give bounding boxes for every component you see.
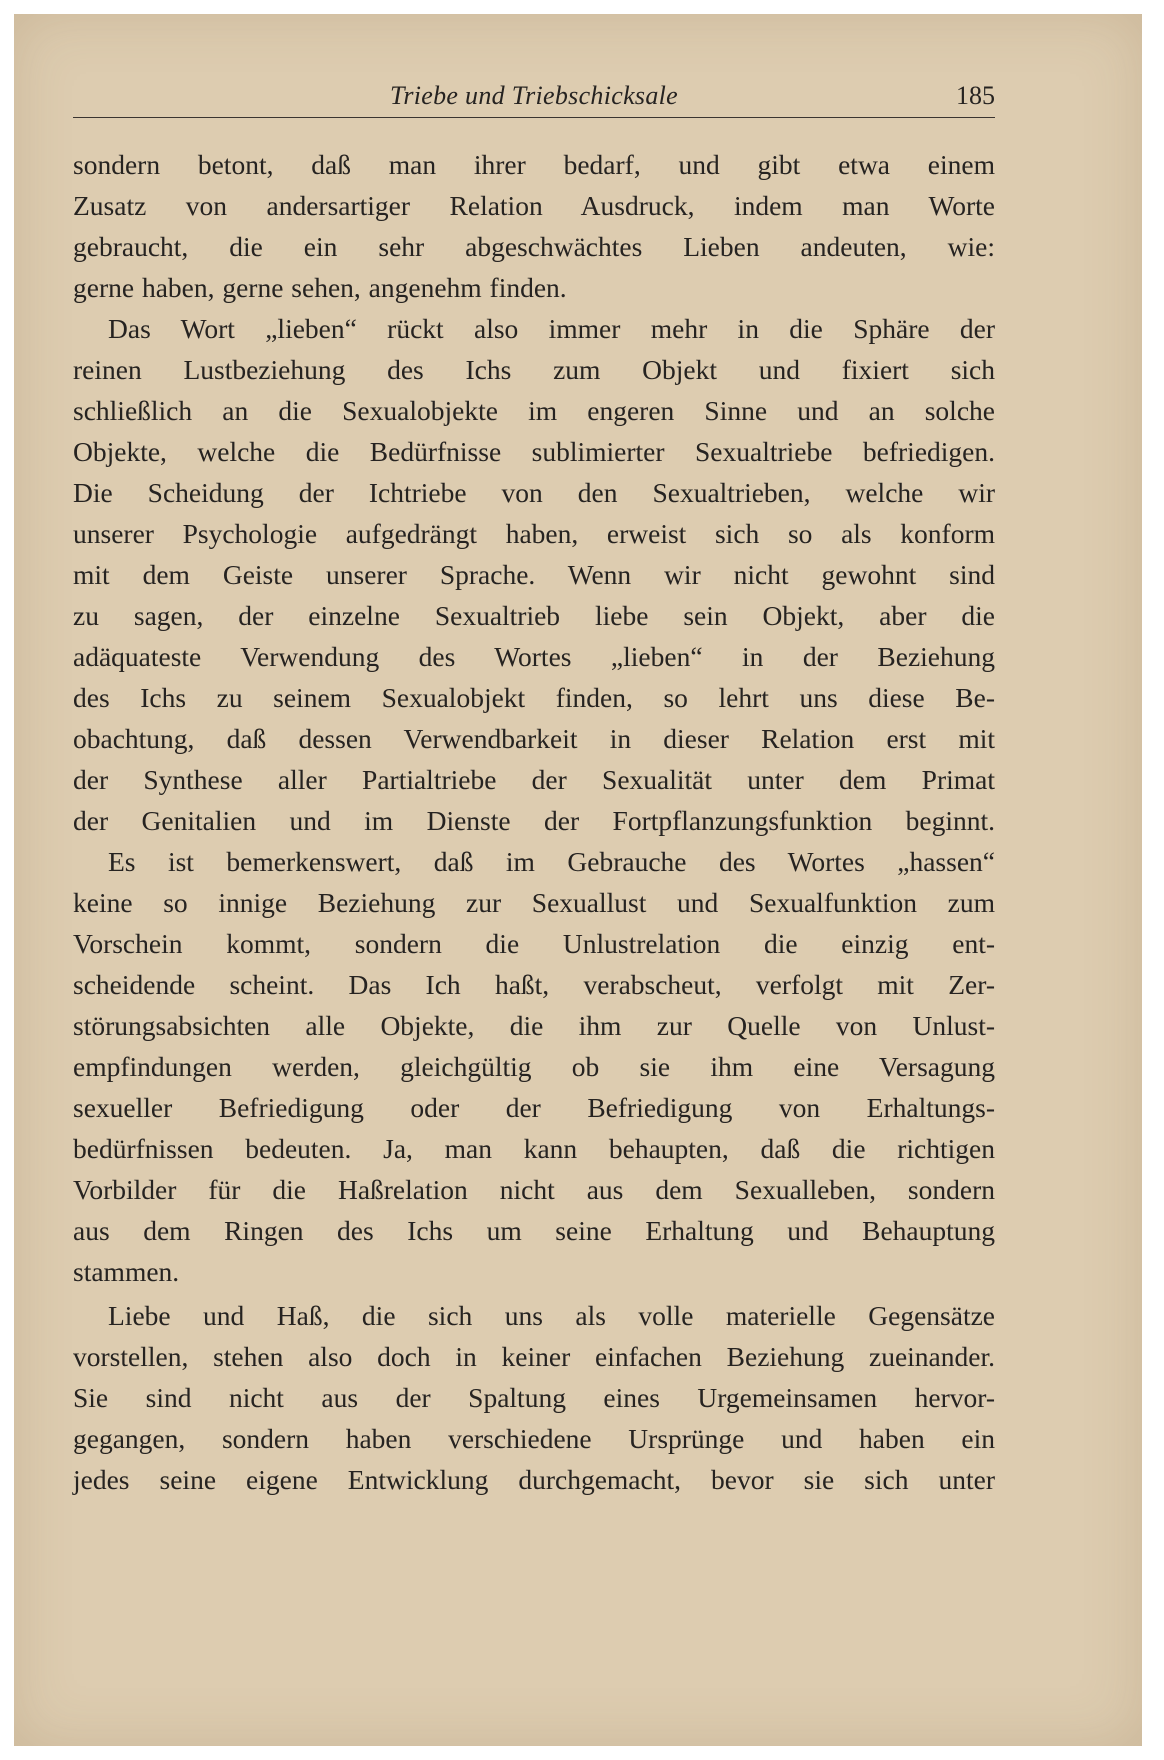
text-line: Liebe und Haß, die sich uns als volle materielle Gegensätze bbox=[108, 1300, 995, 1331]
text-line: Die Scheidung der Ichtriebe von den Sexualtrieben, welche wir bbox=[73, 477, 995, 508]
text-line: keine so innige Beziehung zur Sexuallust und Sexualfunktion zum bbox=[73, 887, 995, 918]
text-line: Sie sind nicht aus der Spaltung eines Urgemeinsamen hervor- bbox=[73, 1382, 995, 1413]
body-text bbox=[73, 144, 995, 1500]
text-line: empfindungen werden, gleichgültig ob sie ihm eine Versagung bbox=[73, 1051, 995, 1082]
text-line: Objekte, welche die Bedürfnisse sublimierter Sexualtriebe befriedigen. bbox=[73, 436, 995, 467]
text-line: scheidende scheint. Das Ich haßt, verabscheut, verfolgt mit Zer- bbox=[73, 969, 995, 1000]
text-line: mit dem Geiste unserer Sprache. Wenn wir nicht gewohnt sind bbox=[73, 559, 995, 590]
text-line: bedürfnissen bedeuten. Ja, man kann behaupten, daß die richtigen bbox=[73, 1133, 995, 1164]
text-line: schließlich an die Sexualobjekte im engeren Sinne und an solche bbox=[73, 395, 995, 426]
text-line: reinen Lustbeziehung des Ichs zum Objekt und fixiert sich bbox=[73, 354, 995, 385]
text-line: gegangen, sondern haben verschiedene Ursprünge und haben ein bbox=[73, 1423, 995, 1454]
text-line: stammen. bbox=[73, 1256, 180, 1287]
book-page bbox=[14, 14, 1142, 1746]
text-line: obachtung, daß dessen Verwendbarkeit in dieser Relation erst mit bbox=[73, 723, 995, 754]
text-line: der Synthese aller Partialtriebe der Sexualität unter dem Primat bbox=[73, 764, 995, 795]
text-line: sexueller Befriedigung oder der Befriedigung von Erhaltungs- bbox=[73, 1092, 995, 1123]
text-line: jedes seine eigene Entwicklung durchgemacht, bevor sie sich unter bbox=[73, 1464, 995, 1495]
running-head bbox=[73, 71, 995, 118]
text-line: vorstellen, stehen also doch in keiner einfachen Beziehung zueinander. bbox=[73, 1341, 995, 1372]
text-line: sondern betont, daß man ihrer bedarf, und gibt etwa einem bbox=[73, 149, 995, 180]
text-line: Vorbilder für die Haßrelation nicht aus dem Sexualleben, sondern bbox=[73, 1174, 995, 1205]
text-line: Zusatz von andersartiger Relation Ausdruck, indem man Worte bbox=[73, 190, 995, 221]
text-line: aus dem Ringen des Ichs um seine Erhaltung und Behauptung bbox=[73, 1215, 995, 1246]
text-line: Vorschein kommt, sondern die Unlustrelation die einzig ent- bbox=[73, 928, 995, 959]
text-line: der Genitalien und im Dienste der Fortpflanzungsfunktion beginnt. bbox=[73, 805, 995, 836]
text-line: störungsabsichten alle Objekte, die ihm zur Quelle von Unlust- bbox=[73, 1010, 995, 1041]
text-line: des Ichs zu seinem Sexualobjekt finden, so lehrt uns diese Be- bbox=[73, 682, 995, 713]
page-number: 185 bbox=[956, 81, 995, 110]
text-line: gerne haben, gerne sehen, angenehm finden. bbox=[73, 272, 567, 303]
text-line: unserer Psychologie aufgedrängt haben, erweist sich so als konform bbox=[73, 518, 995, 549]
running-title: Triebe und Triebschicksale bbox=[390, 81, 678, 110]
text-line: Es ist bemerkenswert, daß im Gebrauche des Wortes „hassen“ bbox=[108, 846, 995, 877]
text-line: Das Wort „lieben“ rückt also immer mehr in die Sphäre der bbox=[108, 313, 995, 344]
text-line: gebraucht, die ein sehr abgeschwächtes Lieben andeuten, wie: bbox=[73, 231, 995, 262]
text-line: adäquateste Verwendung des Wortes „lieben“ in der Beziehung bbox=[73, 641, 995, 672]
text-line: zu sagen, der einzelne Sexualtrieb liebe sein Objekt, aber die bbox=[73, 600, 995, 631]
